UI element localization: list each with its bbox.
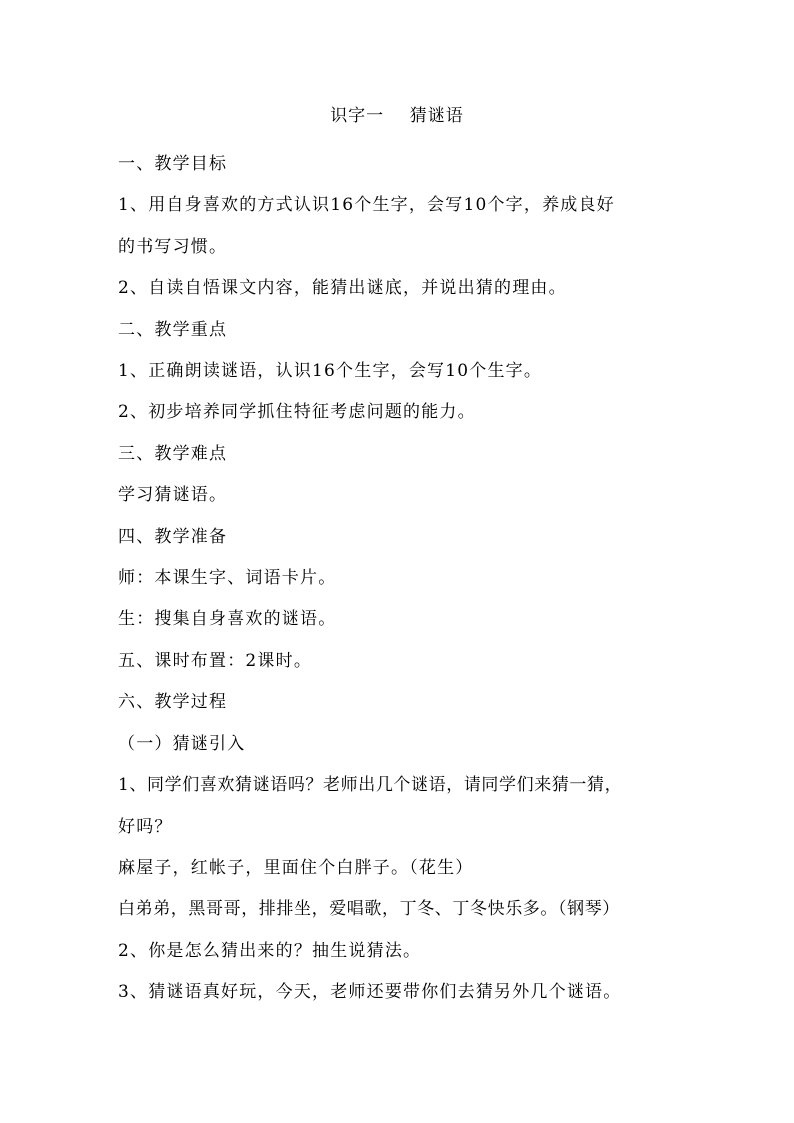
paragraph-line: 2、你是怎么猜出来的？抽生说猜法。 xyxy=(118,940,422,961)
paragraph-line: 学习猜谜语。 xyxy=(118,485,228,506)
paragraph-line: 好吗？ xyxy=(118,816,173,837)
paragraph-line: 的书写习惯。 xyxy=(118,236,228,257)
subsection-heading-intro: （一）猜谜引入 xyxy=(118,733,246,754)
paragraph-line: 1、正确朗读谜语，认识16个生字，会写10个生字。 xyxy=(118,361,543,382)
section-heading-process: 六、教学过程 xyxy=(118,692,228,713)
section-heading-preparation: 四、教学准备 xyxy=(118,526,228,547)
document-title: 识字一 猜谜语 xyxy=(330,106,464,126)
riddle-line: 白弟弟，黑哥哥，排排坐，爱唱歌，丁冬、丁冬快乐多。（钢琴） xyxy=(118,899,620,920)
document-body xyxy=(118,144,684,1014)
section-heading-key-points: 二、教学重点 xyxy=(118,319,228,340)
section-heading-goals: 一、教学目标 xyxy=(118,154,228,174)
riddle-line: 麻屋子，红帐子，里面住个白胖子。（花生） xyxy=(118,857,474,878)
section-heading-difficulties: 三、教学难点 xyxy=(118,443,228,464)
paragraph-line: 师：本课生字、词语卡片。 xyxy=(118,568,337,589)
section-heading-schedule: 五、课时布置：2课时。 xyxy=(118,650,313,671)
paragraph-line: 3、猜谜语真好玩，今天，老师还要带你们去猜另外几个谜语。 xyxy=(118,982,622,1003)
paragraph-line: 1、用自身喜欢的方式认识16个生字，会写10个字，养成良好 xyxy=(118,195,615,216)
paragraph-line: 2、初步培养同学抓住特征考虑问题的能力。 xyxy=(118,402,476,423)
paragraph-line: 2、自读自悟课文内容，能猜出谜底，并说出猜的理由。 xyxy=(118,278,567,299)
paragraph-line: 生：搜集自身喜欢的谜语。 xyxy=(118,609,337,630)
paragraph-line: 1、同学们喜欢猜谜语吗？老师出几个谜语，请同学们来猜一猜， xyxy=(118,775,623,796)
